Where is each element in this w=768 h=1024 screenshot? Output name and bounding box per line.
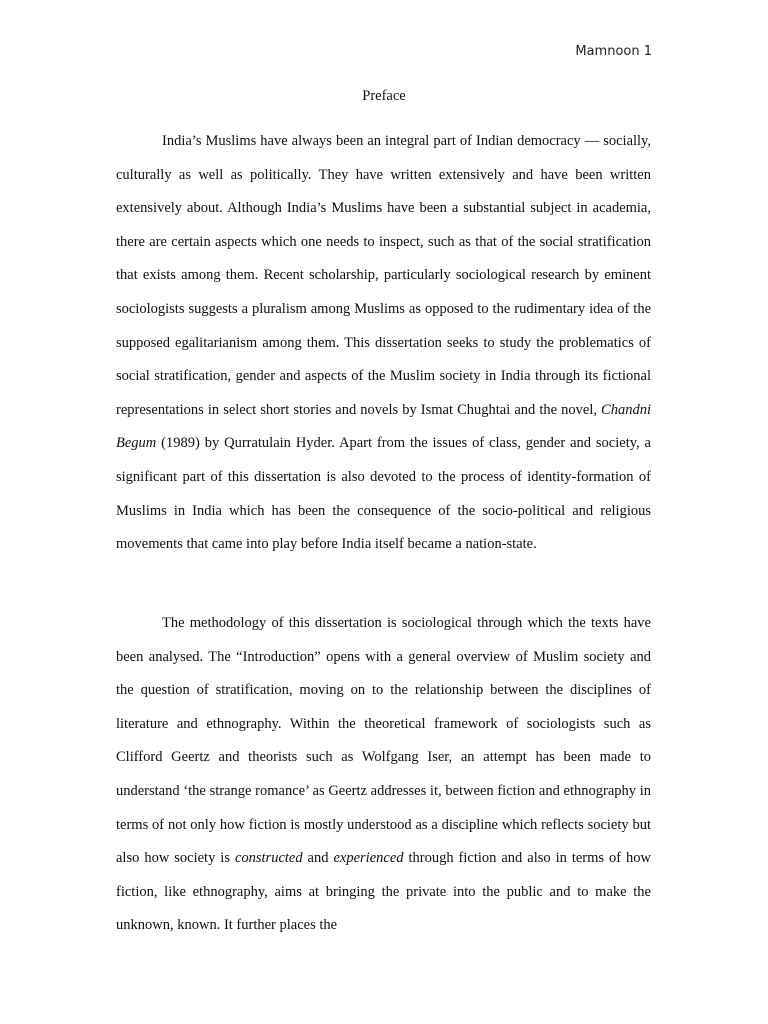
paragraph-1 bbox=[116, 125, 651, 562]
paragraph-2-text bbox=[116, 607, 651, 943]
italic-word-experienced: experienced bbox=[333, 850, 404, 867]
running-head: Mamnoon 1 bbox=[575, 44, 652, 59]
paragraph-2-part-1: The methodology of this dissertation is sociological through which the texts have been analysed. The “Introduction” opens with a general overview of Muslim society and the question of stratification, moving on to the relationship between the disciplines of literature and ethnography. Within the theoretical framework of sociologists such as Clifford Geertz and theorists such as Wolfgang Iser, an attempt has been made to understand ‘the strange romance’ as Geertz addresses it, between fiction and ethnography in terms of not only how fiction is mostly understood as a discipline which reflects society but also how society is bbox=[116, 615, 651, 867]
italic-word-constructed: constructed bbox=[234, 850, 303, 867]
paragraph-1-part-2: (1989) by Qurratulain Hyder. Apart from the issues of class, gender and society, a significant part of this dissertation is also devoted to the process of identity-formation of Muslims in India which has been the consequence of the socio-political and religious movements that came into play before India itself became a nation-state. bbox=[116, 435, 651, 553]
paragraph-2 bbox=[116, 607, 651, 943]
paragraph-2-part-3: through fiction and also in terms of how fiction, like ethnography, aims at bringing the private into the public and to make the unknown, known. It further places the bbox=[116, 850, 652, 934]
page-title: Preface bbox=[362, 88, 406, 104]
paragraph-1-part-1: India’s Muslims have always been an integral part of Indian democracy — socially, culturally as well as politically. They have written extensively and have been written extensively about. Although India’s Muslims have been a substantial subject in academia, there are certain aspects which one needs to inspect, such as that of the social stratification that exists among them. Recent scholarship, particularly sociological research by eminent sociologists suggests a pluralism among Muslims as opposed to the rudimentary idea of the supposed egalitarianism among them. This dissertation seeks to study the problematics of social stratification, gender and aspects of the Muslim society in India through its fictional representations in select short stories and novels by Ismat Chughtai and the novel, bbox=[116, 133, 651, 418]
italic-title-chandni-begum: Chandni Begum bbox=[116, 401, 651, 452]
paragraph-1-text bbox=[116, 125, 651, 562]
paragraph-2-part-2: and bbox=[302, 850, 334, 867]
